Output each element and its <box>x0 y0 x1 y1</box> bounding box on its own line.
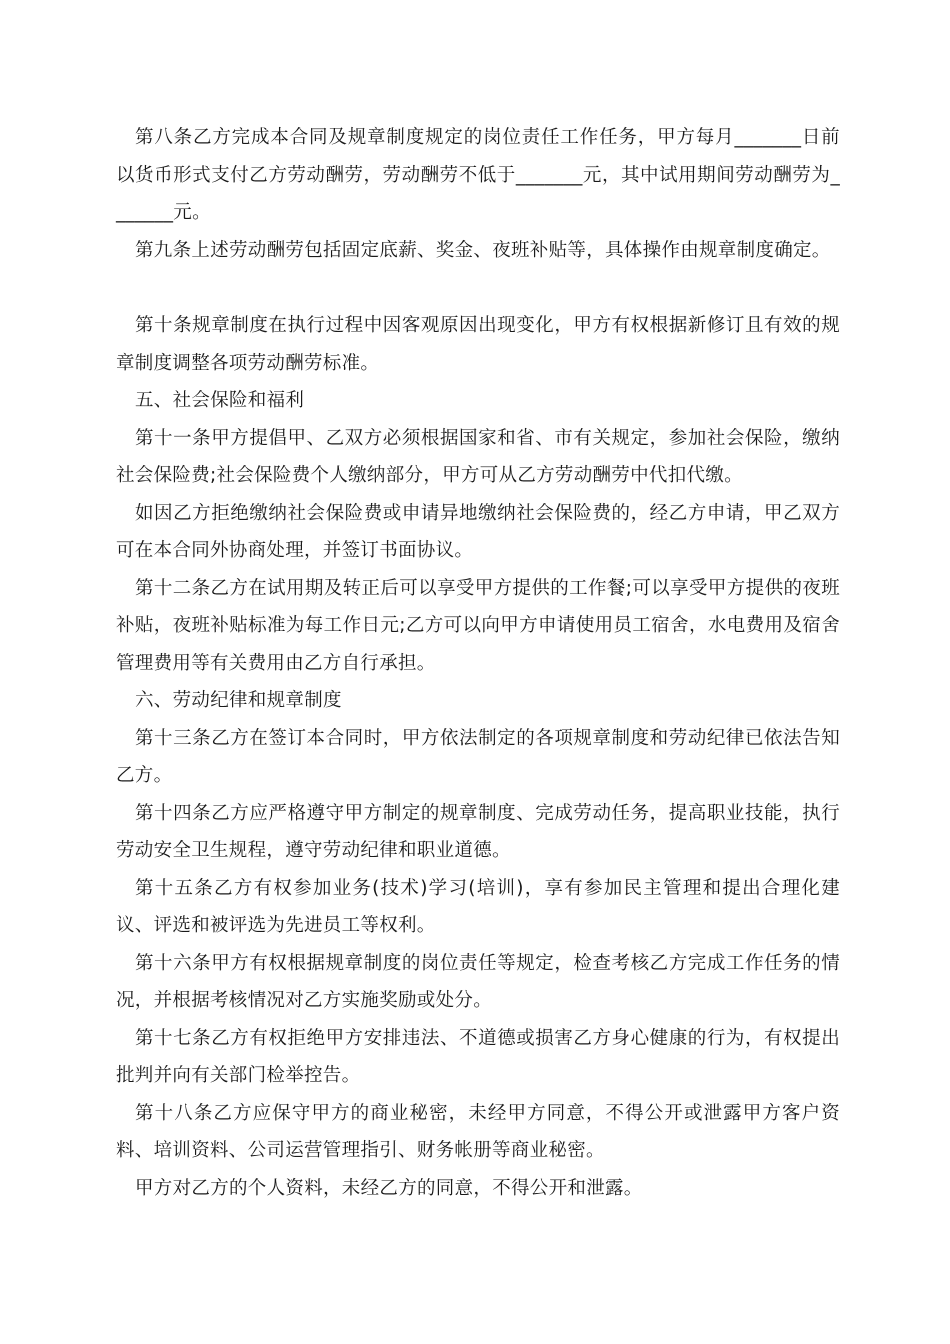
article-14: 第十四条乙方应严格遵守甲方制定的规章制度、完成劳动任务，提高职业技能，执行劳动安全卫生规程，遵守劳动纪律和职业道德。 <box>116 802 840 861</box>
article-17: 第十七条乙方有权拒绝甲方安排违法、不道德或损害乙方身心健康的行为，有权提出批判并向有关部门检举控告。 <box>116 1027 840 1086</box>
article-13: 第十三条乙方在签订本合同时，甲方依法制定的各项规章制度和劳动纪律已依法告知乙方。 <box>116 727 840 786</box>
section-heading-5: 五、社会保险和福利 <box>135 390 305 411</box>
article-11-supplement: 如因乙方拒绝缴纳社会保险费或申请异地缴纳社会保险费的，经乙方申请，甲乙双方可在本合同外协商处理，并签订书面协议。 <box>116 502 840 561</box>
article-18-supplement: 甲方对乙方的个人资料，未经乙方的同意，不得公开和泄露。 <box>135 1177 643 1199</box>
document-page <box>116 119 840 1207</box>
article-12: 第十二条乙方在试用期及转正后可以享受甲方提供的工作餐;可以享受甲方提供的夜班补贴，夜班补贴标准为每工作日元;乙方可以向甲方申请使用员工宿舍，水电费用及宿舍管理费用等有关费用由乙方自行承担。 <box>116 577 840 674</box>
article-11: 第十一条甲方提倡甲、乙双方必须根据国家和省、市有关规定，参加社会保险，缴纳社会保险费;社会保险费个人缴纳部分，甲方可从乙方劳动酬劳中代扣代缴。 <box>116 427 840 486</box>
article-18: 第十八条乙方应保守甲方的商业秘密，未经甲方同意，不得公开或泄露甲方客户资料、培训资料、公司运营管理指引、财务帐册等商业秘密。 <box>116 1102 840 1161</box>
paragraph-gap <box>116 269 840 307</box>
article-8: 第八条乙方完成本合同及规章制度规定的岗位责任工作任务，甲方每月_______日前以货币形式支付乙方劳动酬劳，劳动酬劳不低于_______元，其中试用期间劳动酬劳为_______元。 <box>116 127 840 223</box>
section-heading-6: 六、劳动纪律和规章制度 <box>135 690 342 711</box>
article-10: 第十条规章制度在执行过程中因客观原因出现变化，甲方有权根据新修订且有效的规章制度调整各项劳动酬劳标准。 <box>116 315 840 374</box>
article-9: 第九条上述劳动酬劳包括固定底薪、奖金、夜班补贴等，具体操作由规章制度确定。 <box>135 239 831 261</box>
article-16: 第十六条甲方有权根据规章制度的岗位责任等规定，检查考核乙方完成工作任务的情况，并根据考核情况对乙方实施奖励或处分。 <box>116 952 840 1011</box>
article-15: 第十五条乙方有权参加业务(技术)学习(培训)，享有参加民主管理和提出合理化建议、评选和被评选为先进员工等权利。 <box>116 877 840 936</box>
